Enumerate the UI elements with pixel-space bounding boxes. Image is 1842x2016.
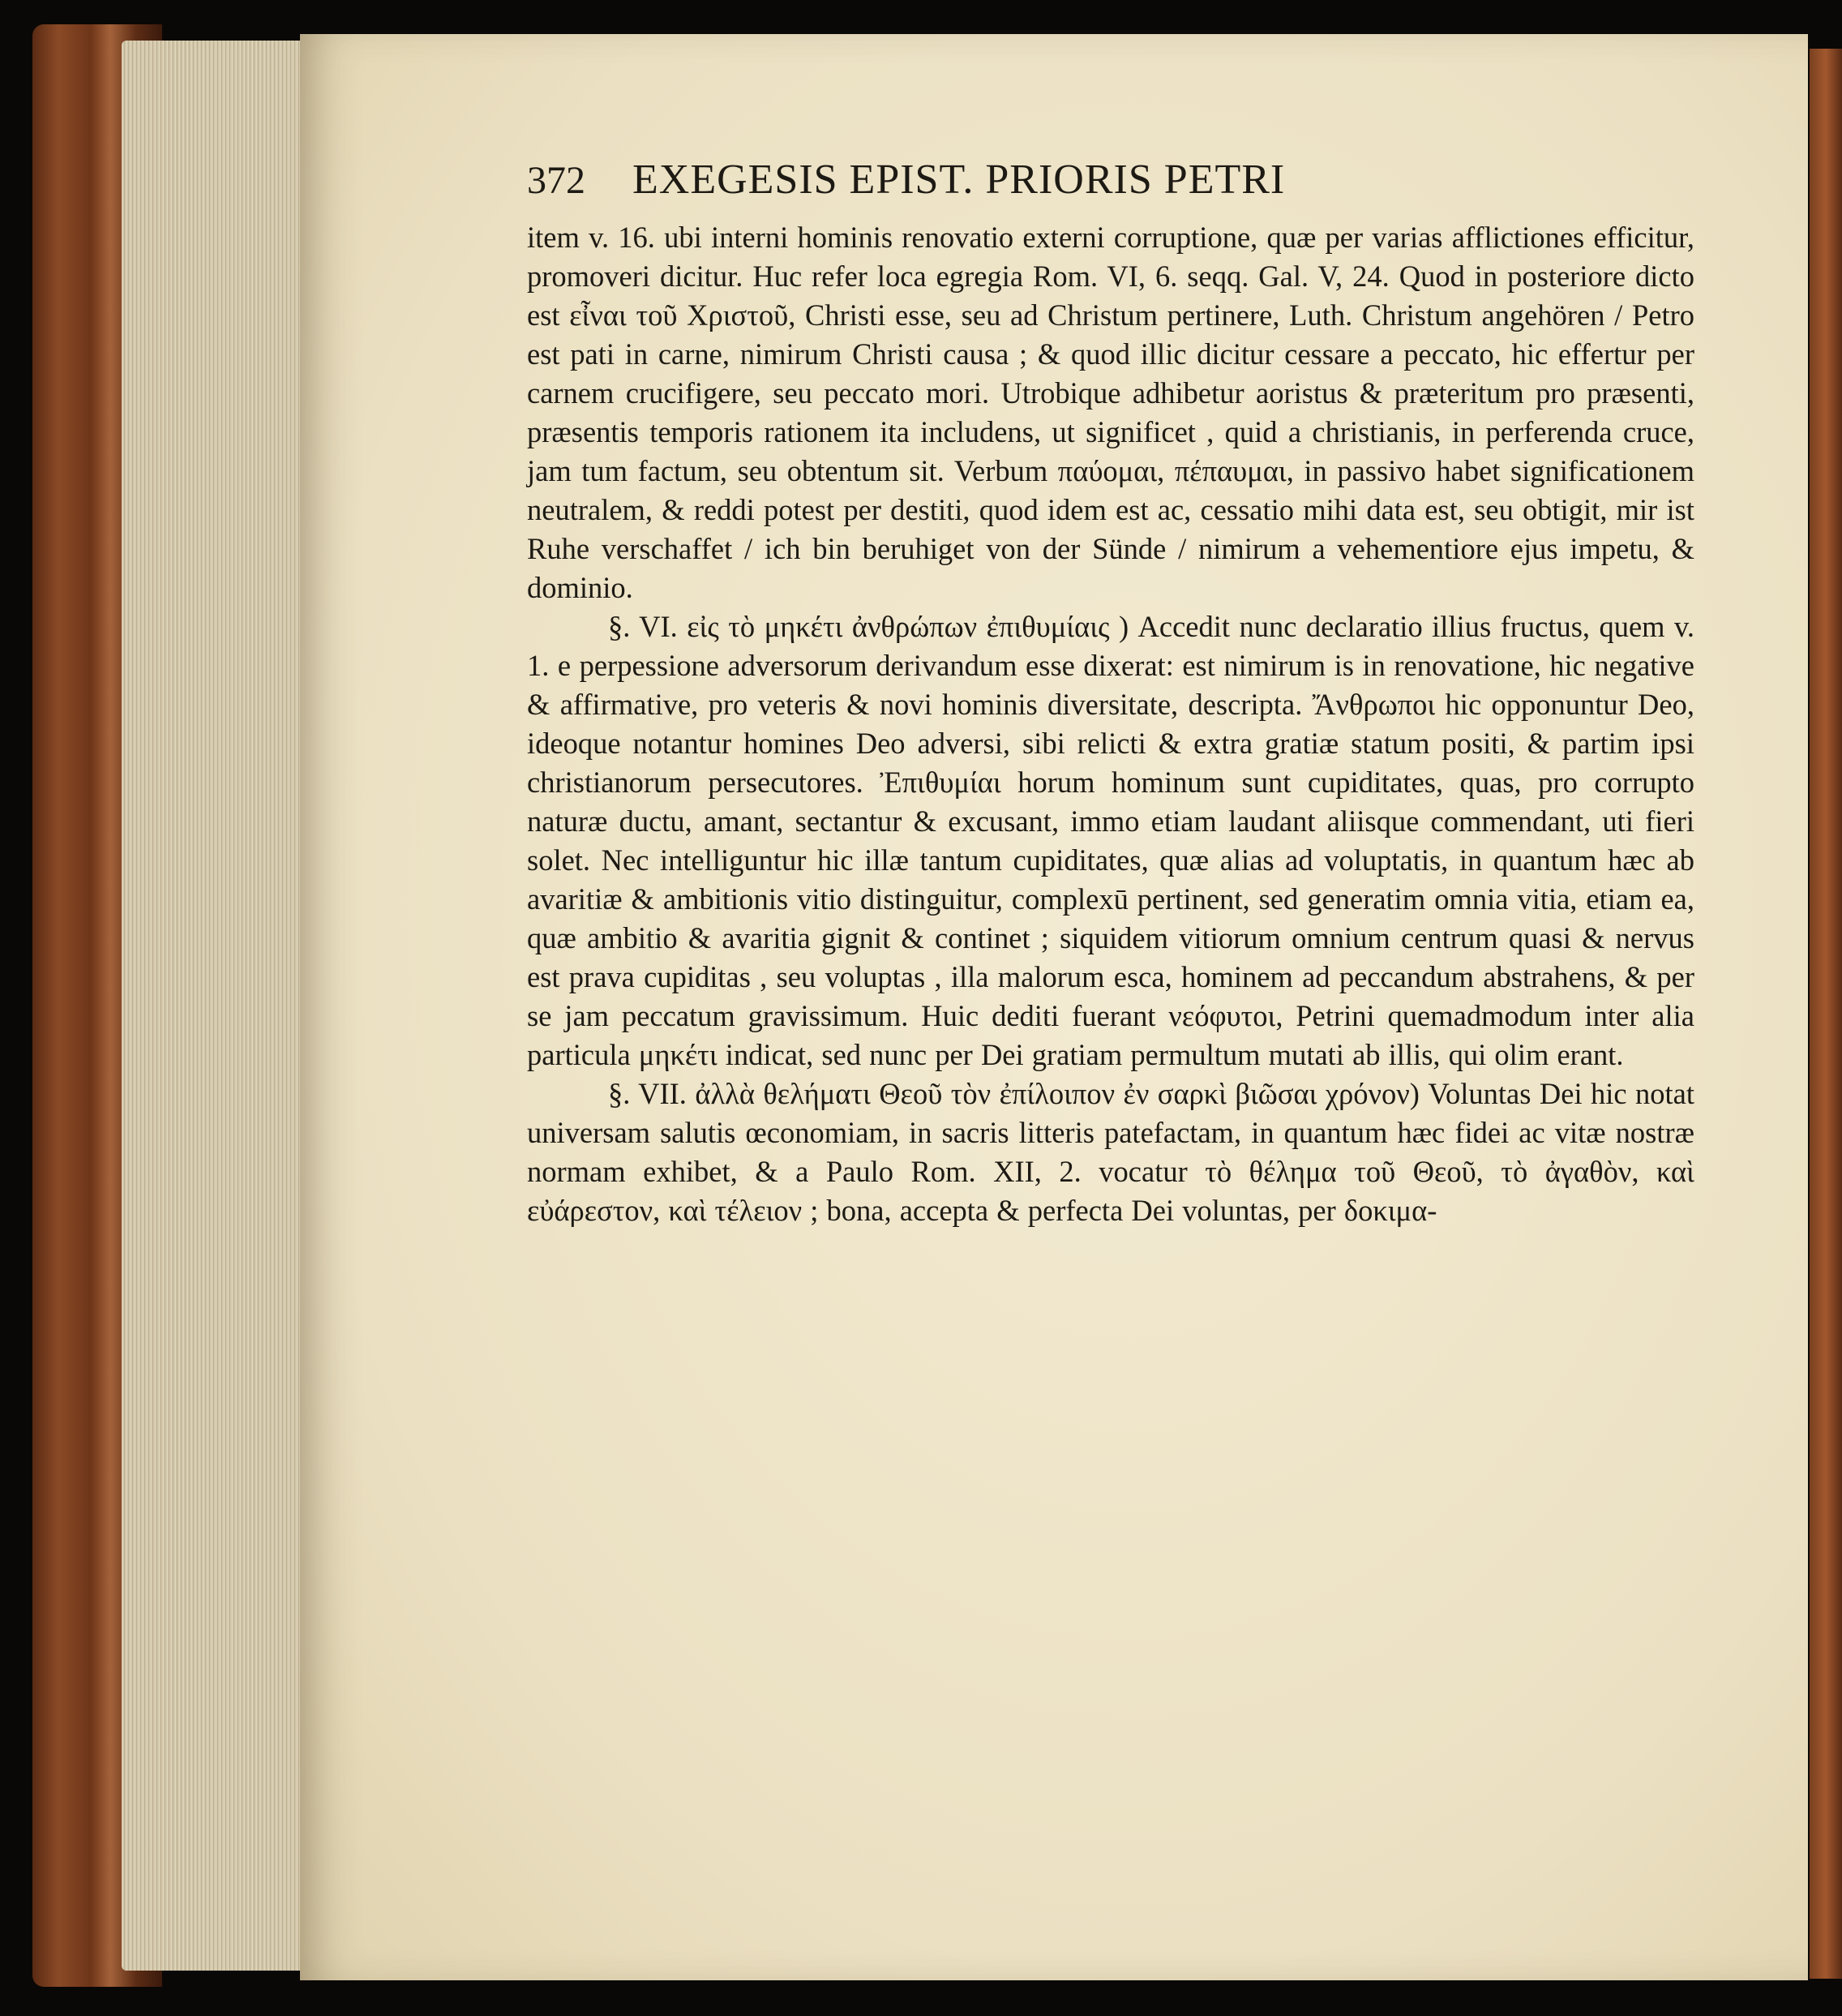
page-edges [122,41,316,1971]
page-content [527,156,1694,1230]
paragraph-section-vi: §. VI. εἰς τὸ μηκέτι ἀνθρώπων ἐπιθυμίαις ) Accedit nunc declaratio illius fructus, quem v. 1. e perpessione adversorum derivandum esse dixerat: est nimirum is in renovatione, hic negative & affirmative, pro veteris & novi hominis diversitate, descripta. Ἄνθρωποι hic opponuntur Deo, ideoque notantur homines Deo adversi, sibi relicti & extra gratiæ statum positi, & partim ipsi christianorum persecutores. Ἐπιθυμίαι horum hominum sunt cupiditates, quas, pro corrupto naturæ ductu, amant, sectantur & excusant, immo etiam laudant aliisque commendant, uti fieri solet. Nec intelliguntur hic illæ tantum cupiditates, quæ alias ad voluptatis, in quantum hæc ab avaritiæ & ambitionis vitio distinguitur, complexū pertinent, sed generatim omnia vitia, etiam ea, quæ ambitio & avaritia gignit & continet ; siquidem vitiorum omnium centrum quasi & nervus est prava cupiditas , seu voluptas , illa malorum esca, hominem ad peccandum abstrahens, & per se jam peccatum gravissimum. Huic dediti fuerant νεόφυτοι, Petrini quemadmodum inter alia particula μηκέτι indicat, sed nunc per Dei gratiam permultum mutati ab illis, qui olim erant. [527,610,1694,1071]
running-title: EXEGESIS EPIST. PRIORIS PETRI [632,157,1286,203]
paragraph-continued: item v. 16. ubi interni hominis renovatio externi corruptione, quæ per varias afflictiones efficitur, promoveri dicitur. Huc refer loca egregia Rom. VI, 6. seqq. Gal. V, 24. Quod in posteriore dicto est εἶναι τοῦ Χριστοῦ, Christi esse, seu ad Christum pertinere, Luth. Christum angehören / Petro est pati in carne, nimirum Christi causa ; & quod illic dicitur cessare a peccato, hic effertur per carnem crucifigere, seu peccato mori. Utrobique adhibetur aoristus & præteritum pro præsenti, præsentis temporis rationem ita includens, ut significet , quid a christianis, in perferenda cruce, jam tum factum, seu obtentum sit. Verbum παύομαι, πέπαυμαι, in passivo habet significationem neutralem, & reddi potest per destiti, quod idem est ac, cessatio mihi data est, seu obtigit, mir ist Ruhe verschaffet / ich bin beruhiget von der Sünde / nimirum a vehementiore ejus impetu, & dominio. [527,221,1694,604]
body-text [527,218,1694,1230]
paragraph-section-vii: §. VII. ἀλλὰ θελήματι Θεοῦ τὸν ἐπίλοιπον ἐν σαρκὶ βιῶσαι χρόνον) Voluntas Dei hic notat universam salutis œconomiam, in sacris litteris patefactam, in quantum hæc fidei ac vitæ nostræ normam exhibet, & a Paulo Rom. XII, 2. vocatur τὸ θέλημα τοῦ Θεοῦ, τὸ ἀγαθὸν, καὶ εὐάρεστον, καὶ τέλειον ; bona, accepta & perfecta Dei voluntas, per δοκιμα- [527,1077,1694,1227]
book-cover-right [1810,49,1842,1979]
book-page [300,34,1808,1980]
page-number: 372 [527,159,585,202]
page-header [527,156,1694,204]
